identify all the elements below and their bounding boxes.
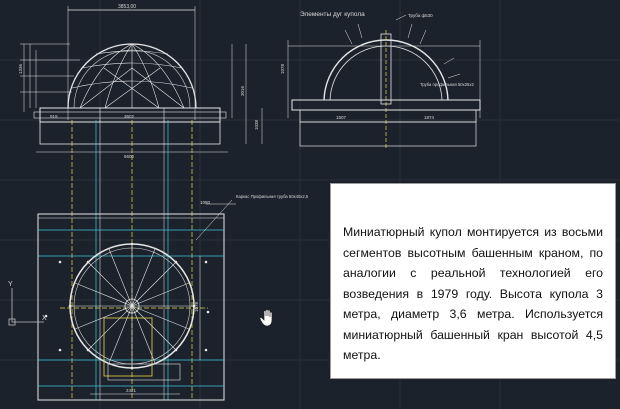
dim-top-width: 3853,00 xyxy=(118,4,137,10)
label-pipe: Труба ф530 xyxy=(408,13,433,18)
dim-vertical-b: 3016 xyxy=(240,85,245,96)
dome-elevation xyxy=(18,4,262,159)
caption-text: Миниатюрный купол монтируется из восьми сегментов высотным башенным краном, по аналогии с реальной технологией его возведения в 1979 году. Высота купола 3 метра, диаметр 3,6 метра. Используется миниатюрный башенный кран высотой 4,5 метра. xyxy=(343,225,603,362)
plan-view xyxy=(38,194,309,400)
dim-mid-width: 3602 xyxy=(124,114,135,119)
dim-vertical-plan: 1078 xyxy=(194,301,199,312)
dim-vertical-d: 1078 xyxy=(280,63,285,74)
dim-right-left: 1507 xyxy=(336,115,347,120)
hand-cursor-icon xyxy=(259,309,275,327)
axis-y-label: Y xyxy=(8,281,13,288)
dim-plan-bottom: 2421 xyxy=(126,388,137,393)
dim-right-right: 1874 xyxy=(424,115,435,120)
label-frame: Каркас Профильная труба 50х40х2,5 xyxy=(236,194,309,199)
axis-x-label: X xyxy=(42,315,47,322)
section-title: Элементы дуг купола xyxy=(300,11,365,18)
dim-total-width: 6600 xyxy=(124,154,135,159)
dim-left-small: 919 xyxy=(50,114,58,119)
label-profile-pipe: Труба профильная 50х25х2 xyxy=(420,82,474,87)
ucs-axis-icon xyxy=(9,288,44,325)
dim-plan-right: 1080 xyxy=(200,200,211,205)
dim-vertical-c: 1038 xyxy=(254,119,259,130)
caption-box xyxy=(330,183,616,379)
dim-vertical-a: 1336 xyxy=(18,63,23,74)
arc-elements-section xyxy=(280,11,480,150)
